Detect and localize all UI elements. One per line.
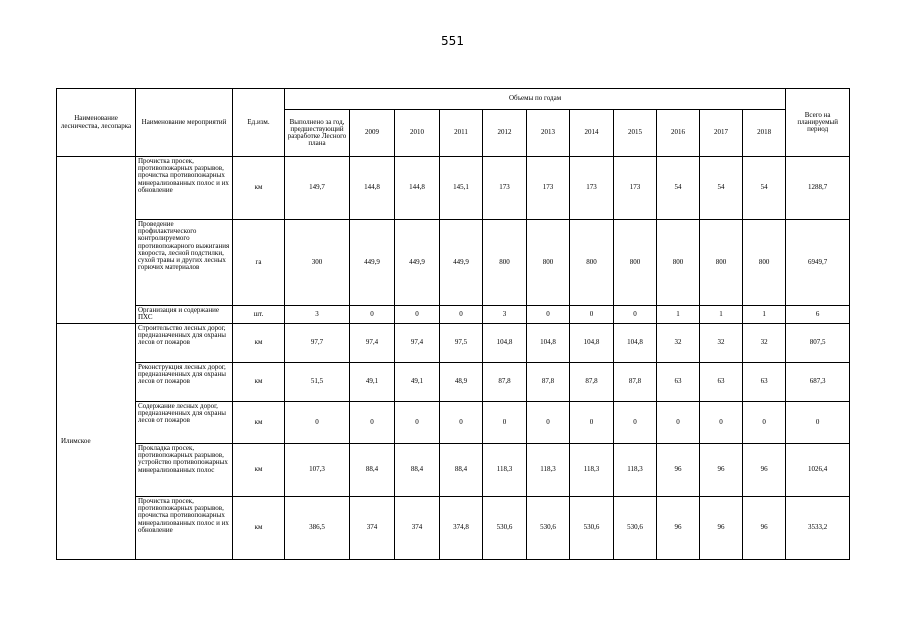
value-cell: 54 [657,157,700,220]
value-cell: 118,3 [483,444,527,497]
value-cell: 97,7 [285,324,350,363]
header-unit: Ед.изм. [233,89,285,157]
value-cell: 149,7 [285,157,350,220]
header-forestry: Наименование лесничества, лесопарка [57,89,136,157]
value-cell: 97,4 [350,324,395,363]
activity-cell: Содержание лесных дорог, предназначенных для охраны лесов от пожаров [136,402,233,444]
value-cell: 96 [700,444,743,497]
value-cell: 0 [743,402,786,444]
value-cell: 800 [614,220,657,306]
table-row [57,220,850,306]
value-cell: 32 [657,324,700,363]
value-cell: 449,9 [440,220,483,306]
header-year: 2012 [483,110,527,157]
total-cell: 807,5 [786,324,850,363]
unit-cell: км [233,157,285,220]
value-cell: 800 [527,220,570,306]
value-cell: 0 [614,306,657,324]
value-cell: 0 [440,306,483,324]
forestry-cell: Илимское [57,324,136,560]
value-cell: 107,3 [285,444,350,497]
activity-cell: Проведение профилактического контролируемого противопожарного выжигания хвороста, лесной подстилки, сухой травы и других лесных горючих материалов [136,220,233,306]
value-cell: 374,8 [440,497,483,560]
value-cell: 104,8 [614,324,657,363]
value-cell: 49,1 [395,363,440,402]
header-total: Всего на планируемый период [786,89,850,157]
value-cell: 63 [743,363,786,402]
value-cell: 374 [395,497,440,560]
value-cell: 800 [483,220,527,306]
header-year: 2013 [527,110,570,157]
value-cell: 0 [440,402,483,444]
value-cell: 0 [350,402,395,444]
value-cell: 530,6 [527,497,570,560]
unit-cell: км [233,324,285,363]
value-cell: 88,4 [395,444,440,497]
value-cell: 96 [657,444,700,497]
header-year: 2014 [570,110,614,157]
value-cell: 530,6 [570,497,614,560]
value-cell: 0 [700,402,743,444]
value-cell: 0 [483,402,527,444]
value-cell: 374 [350,497,395,560]
value-cell: 449,9 [350,220,395,306]
table-row [57,444,850,497]
unit-cell: км [233,497,285,560]
activity-cell: Реконструкция лесных дорог, предназначенных для охраны лесов от пожаров [136,363,233,402]
value-cell: 386,5 [285,497,350,560]
value-cell: 0 [657,402,700,444]
value-cell: 87,8 [570,363,614,402]
table-row [57,324,850,363]
value-cell: 104,8 [483,324,527,363]
header-year: 2011 [440,110,483,157]
value-cell: 48,9 [440,363,483,402]
value-cell: 1 [657,306,700,324]
value-cell: 87,8 [483,363,527,402]
value-cell: 173 [614,157,657,220]
unit-cell: км [233,402,285,444]
unit-cell: га [233,220,285,306]
value-cell: 88,4 [440,444,483,497]
value-cell: 173 [483,157,527,220]
value-cell: 104,8 [570,324,614,363]
value-cell: 118,3 [527,444,570,497]
forestry-cell [57,157,136,324]
table-row [57,306,850,324]
value-cell: 118,3 [570,444,614,497]
total-cell: 6 [786,306,850,324]
value-cell: 96 [700,497,743,560]
value-cell: 54 [700,157,743,220]
header-year: 2010 [395,110,440,157]
activity-cell: Прочистка просек, противопожарных разрывов, прочистка противопожарных минерализованных полос и их обновление [136,157,233,220]
value-cell: 51,5 [285,363,350,402]
value-cell: 173 [527,157,570,220]
value-cell: 800 [657,220,700,306]
fire-protection-table [56,88,850,560]
value-cell: 0 [570,306,614,324]
header-year: 2009 [350,110,395,157]
value-cell: 0 [570,402,614,444]
table-row [57,157,850,220]
value-cell: 104,8 [527,324,570,363]
page-number: 551 [441,34,464,48]
header-year: 2017 [700,110,743,157]
table-row [57,497,850,560]
table-row [57,363,850,402]
value-cell: 87,8 [527,363,570,402]
total-cell: 687,3 [786,363,850,402]
total-cell: 3533,2 [786,497,850,560]
value-cell: 63 [657,363,700,402]
header-volumes-by-year: Объемы по годам [285,89,786,110]
activity-cell: Прокладка просек, противопожарных разрывов, устройство противопожарных минерализованных полос [136,444,233,497]
value-cell: 144,8 [350,157,395,220]
value-cell: 49,1 [350,363,395,402]
value-cell: 3 [483,306,527,324]
value-cell: 63 [700,363,743,402]
value-cell: 96 [743,444,786,497]
header-activity: Наименование мероприятий [136,89,233,157]
value-cell: 449,9 [395,220,440,306]
unit-cell: шт. [233,306,285,324]
value-cell: 32 [700,324,743,363]
value-cell: 0 [527,402,570,444]
value-cell: 118,3 [614,444,657,497]
value-cell: 97,4 [395,324,440,363]
total-cell: 1026,4 [786,444,850,497]
value-cell: 144,8 [395,157,440,220]
header-done-before: Выполнено за год, предшествующий разработке Лесного плана [285,110,350,157]
total-cell: 1288,7 [786,157,850,220]
activity-cell: Строительство лесных дорог, предназначенных для охраны лесов от пожаров [136,324,233,363]
value-cell: 3 [285,306,350,324]
value-cell: 54 [743,157,786,220]
value-cell: 145,1 [440,157,483,220]
value-cell: 173 [570,157,614,220]
value-cell: 1 [743,306,786,324]
value-cell: 0 [395,402,440,444]
value-cell: 87,8 [614,363,657,402]
value-cell: 1 [700,306,743,324]
table-row [57,402,850,444]
header-year: 2016 [657,110,700,157]
value-cell: 800 [743,220,786,306]
unit-cell: км [233,444,285,497]
total-cell: 0 [786,402,850,444]
activity-cell: Организация и содержание ПХС [136,306,233,324]
value-cell: 0 [527,306,570,324]
activity-cell: Прочистка просек, противопожарных разрывов, прочистка противопожарных минерализованных полос и их обновление [136,497,233,560]
header-year: 2015 [614,110,657,157]
value-cell: 0 [350,306,395,324]
value-cell: 530,6 [483,497,527,560]
value-cell: 300 [285,220,350,306]
value-cell: 0 [614,402,657,444]
value-cell: 800 [700,220,743,306]
value-cell: 0 [285,402,350,444]
value-cell: 800 [570,220,614,306]
header-year: 2018 [743,110,786,157]
total-cell: 6949,7 [786,220,850,306]
value-cell: 88,4 [350,444,395,497]
unit-cell: км [233,363,285,402]
value-cell: 96 [657,497,700,560]
value-cell: 96 [743,497,786,560]
value-cell: 97,5 [440,324,483,363]
value-cell: 32 [743,324,786,363]
value-cell: 530,6 [614,497,657,560]
value-cell: 0 [395,306,440,324]
